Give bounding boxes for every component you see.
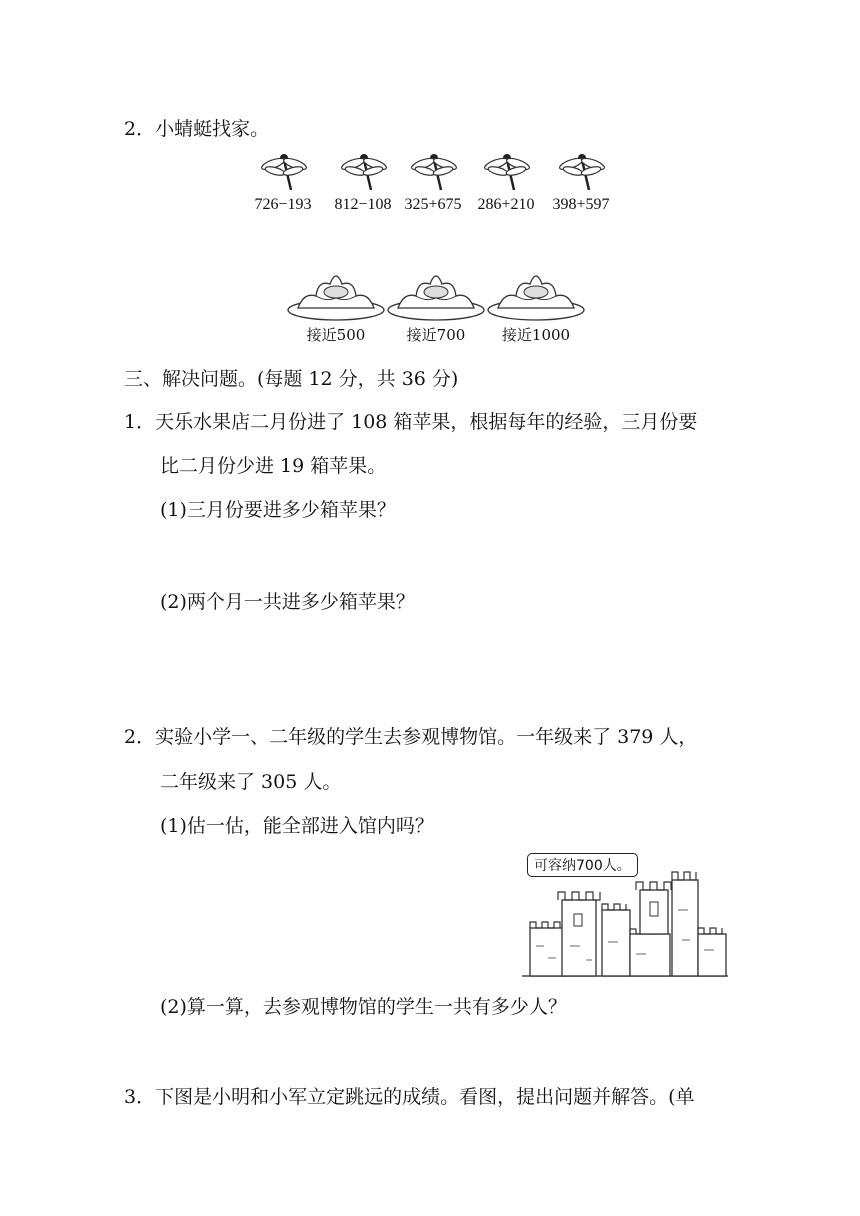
dragonfly-expression: 726−193 <box>254 196 312 213</box>
lotus-label: 接近700 <box>406 326 466 344</box>
section-3-title: 三、解决问题。(每题 12 分，共 36 分) <box>124 368 459 390</box>
lotus-label: 接近500 <box>306 326 366 344</box>
dragonfly-expression: 398+597 <box>552 196 610 213</box>
dragonfly-expression: 325+675 <box>404 196 462 213</box>
problem-3-line-1: 3．下图是小明和小军立定跳远的成绩。看图，提出问题并解答。(单 <box>124 1086 695 1108</box>
problem-1-sub-2: (2)两个月一共进多少箱苹果？ <box>160 591 415 613</box>
dragonfly-icon <box>411 152 457 194</box>
dragonfly-expression: 286+210 <box>477 196 535 213</box>
problem-1-line-1: 1．天乐水果店二月份进了 108 箱苹果，根据每年的经验，三月份要 <box>124 411 698 433</box>
lotus-item <box>486 262 586 344</box>
lotus-item <box>386 262 486 344</box>
dragonfly-item <box>466 152 536 214</box>
question-2-title: 2．小蜻蜓找家。 <box>124 118 270 140</box>
problem-2-line-1: 2．实验小学一、二年级的学生去参观博物馆。一年级来了 379 人， <box>124 726 698 748</box>
dragonfly-expression: 812−108 <box>334 196 392 213</box>
museum-illustration <box>522 850 732 980</box>
dragonfly-item <box>541 152 611 214</box>
capacity-sign: 可容纳700人。 <box>527 853 638 877</box>
problem-1-sub-1: (1)三月份要进多少箱苹果？ <box>160 499 396 521</box>
dragonfly-icon <box>484 152 530 194</box>
dragonfly-item <box>393 152 463 214</box>
dragonfly-icon <box>559 152 605 194</box>
dragonfly-icon <box>341 152 387 194</box>
problem-2-line-2: 二年级来了 305 人。 <box>160 771 342 793</box>
dragonfly-item <box>323 152 393 214</box>
problem-2-sub-1: (1)估一估，能全部进入馆内吗？ <box>160 815 434 837</box>
lotus-icon <box>286 262 386 324</box>
lotus-icon <box>386 262 486 324</box>
dragonfly-icon <box>261 152 307 194</box>
problem-1-line-2: 比二月份少进 19 箱苹果。 <box>160 455 387 477</box>
lotus-icon <box>486 262 586 324</box>
lotus-item <box>286 262 386 344</box>
problem-2-sub-2: (2)算一算，去参观博物馆的学生一共有多少人？ <box>160 996 567 1018</box>
lotus-label: 接近1000 <box>501 326 571 344</box>
dragonfly-item <box>243 152 313 214</box>
